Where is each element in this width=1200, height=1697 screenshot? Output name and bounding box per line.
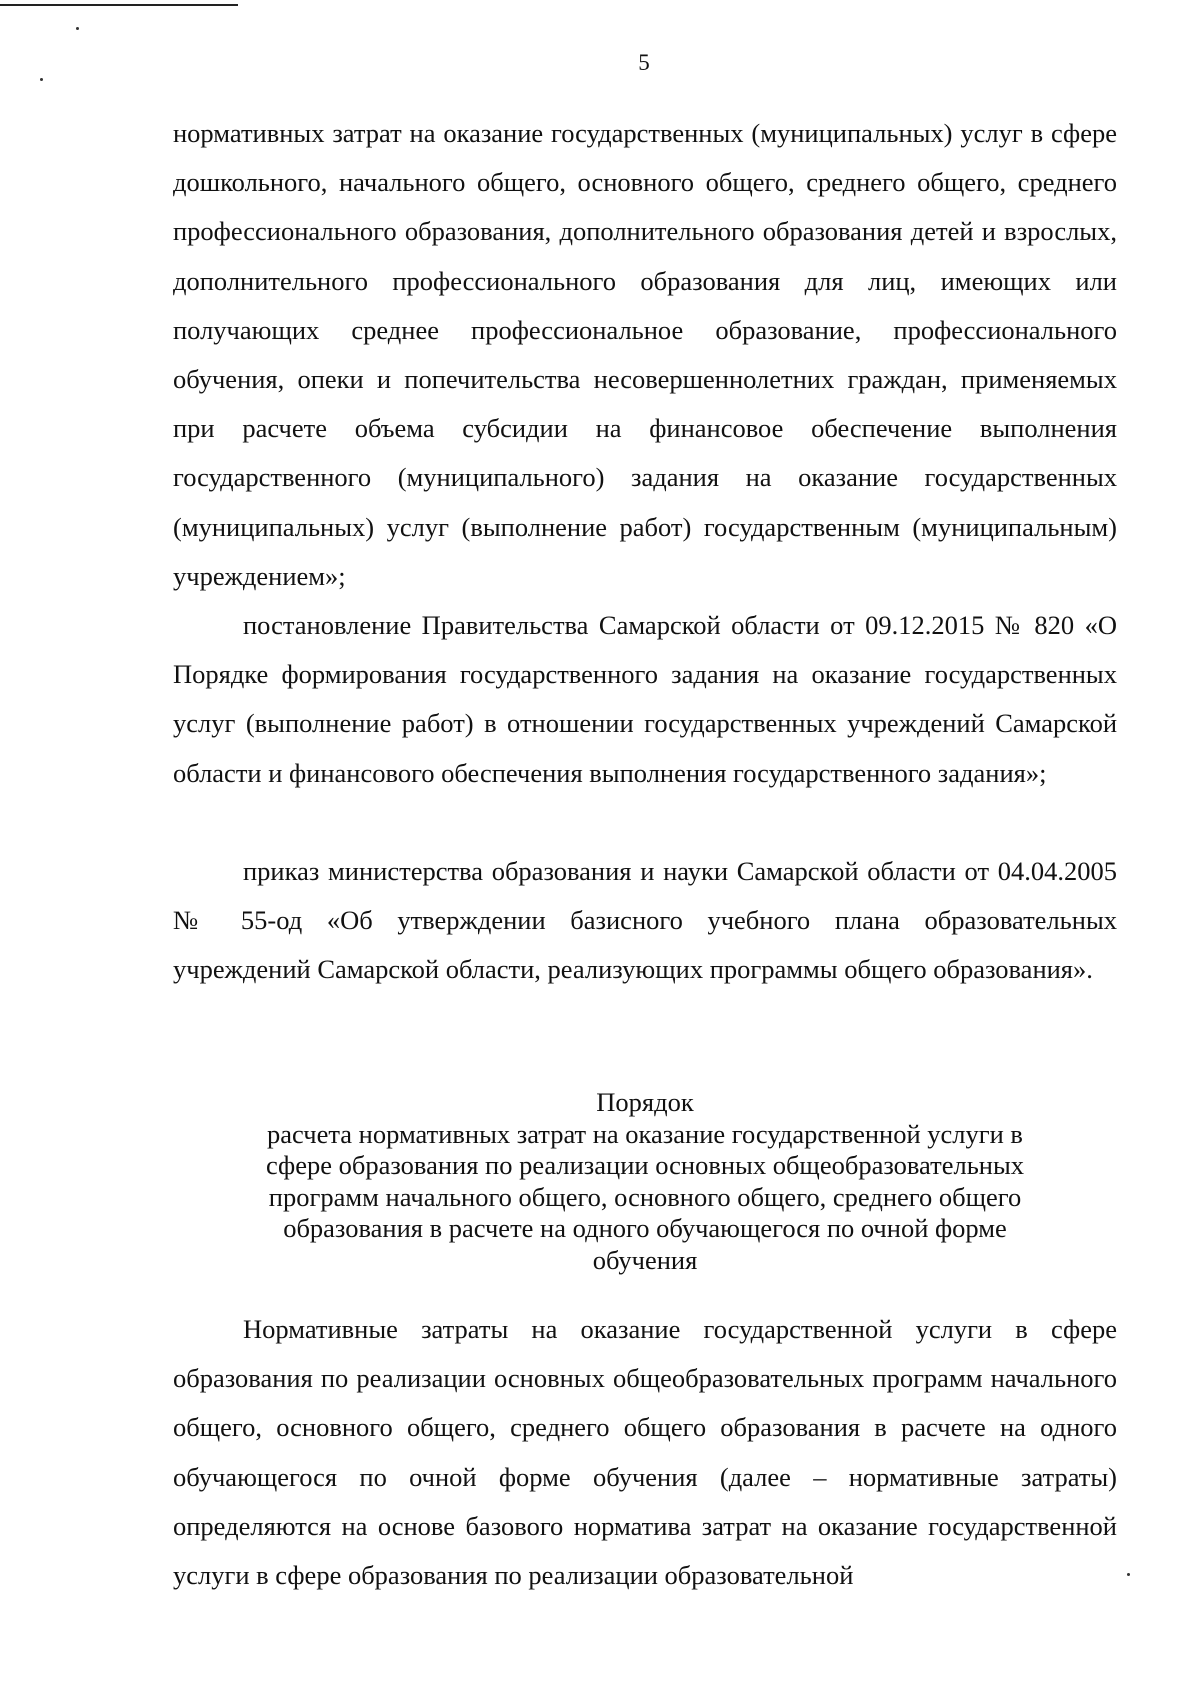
heading-title: Порядок bbox=[596, 1087, 694, 1117]
heading-subtitle: расчета нормативных затрат на оказание государственной услуги в сфере образования по реализации основных общеобразовательных программ начального общего, основного общего, среднего общего образования в расчете на одного обучающегося по очной форме обучения bbox=[265, 1118, 1025, 1275]
scan-edge-line bbox=[0, 4, 238, 6]
paragraph-ministry-order: приказ министерства образования и науки Самарской области от 04.04.2005 № 55-од «Об утверждении базисного учебного плана образовательных учреждений Самарской области, реализующих программы общего образования». bbox=[173, 856, 1117, 985]
paragraph-normative-costs: Нормативные затраты на оказание государственной услуги в сфере образования по реализации основных общеобразовательных программ начального общего, основного общего, среднего общего образования в расчете на одного обучающегося по очной форме обучения (далее – нормативные затраты) определяются на основе базового норматива затрат на оказание государственной услуги в сфере образования по реализации образовательной bbox=[173, 1314, 1117, 1591]
scan-speck bbox=[40, 78, 43, 81]
scan-speck bbox=[76, 27, 79, 30]
page-number: 5 bbox=[638, 50, 650, 75]
paragraph-continuation: нормативных затрат на оказание государственных (муниципальных) услуг в сфере дошкольного, начального общего, основного общего, среднего общего, среднего профессионального образования, дополнительного образования детей и взрослых, дополнительного профессионального образования для лиц, имеющих или получающих среднее профессиональное образование, профессионального обучения, опеки и попечительства несовершеннолетних граждан, применяемых при расчете объема субсидии на финансовое обеспечение выполнения государственного (муниципального) задания на оказание государственных (муниципальных) услуг (выполнение работ) государственным (муниципальным) учреждением»; bbox=[173, 118, 1117, 591]
section-heading bbox=[173, 1087, 1117, 1277]
paragraph-government-resolution: постановление Правительства Самарской области от 09.12.2015 № 820 «О Порядке формирования государственного задания на оказание государственных услуг (выполнение работ) в отношении государственных учреждений Самарской области и финансового обеспечения выполнения государственного задания»; bbox=[173, 610, 1117, 788]
scan-speck bbox=[1127, 1573, 1130, 1576]
